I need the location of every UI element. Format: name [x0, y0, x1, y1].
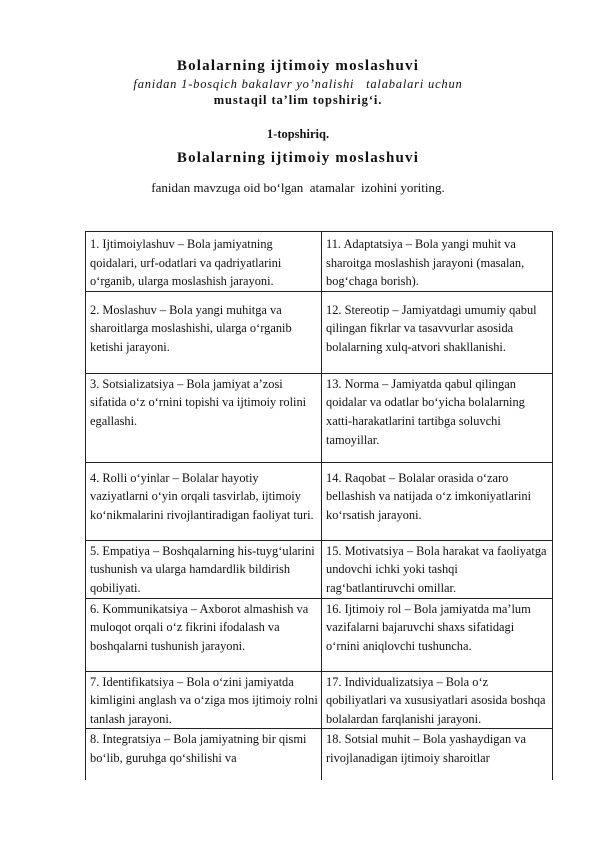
task-number: 1-topshiriq.	[266, 127, 330, 141]
table-row	[86, 598, 553, 671]
table-row	[86, 373, 553, 462]
term-cell: 8. Integratsiya – Bola jamiyatning bir qismi bo‘lib, guruhga qo‘shilishi va	[86, 729, 322, 781]
table-row	[86, 291, 553, 373]
term-cell: 1. Ijtimoiylashuv – Bola jamiyatning qoidalari, urf-odatlari va qadriyatlarini o‘rganib, ularga moslashish jarayoni.	[86, 232, 322, 292]
table-row	[86, 462, 553, 540]
term-cell: 16. Ijtimoiy rol – Bola jamiyatda ma’lum vazifalarni bajaruvchi shaxs sifatidagi o‘rnini aniqlovchi tushuncha.	[322, 598, 553, 671]
table-row	[86, 540, 553, 598]
term-cell: 5. Empatiya – Boshqalarning his-tuyg‘ularini tushunish va ularga hamdardlik bildirish qobiliyati.	[86, 540, 322, 598]
document-subtitle: fanidan 1-bosqich bakalavr yo’nalishi talabalari uchun	[133, 77, 463, 91]
term-cell: 13. Norma – Jamiyatda qabul qilingan qoidalar va odatlar bo‘yicha bolalarning xatti-harakatlarini tartibga soluvchi tamoyillar.	[322, 373, 553, 462]
terms-table	[85, 231, 553, 780]
document-title: Bolalarning ijtimoiy moslashuvi	[176, 58, 420, 74]
term-cell: 14. Raqobat – Bolalar orasida o‘zaro bellashish va natijada o‘z imkoniyatlarini ko‘rsatish jarayoni.	[322, 462, 553, 540]
term-cell: 3. Sotsializatsiya – Bola jamiyat a’zosi sifatida o‘z o‘rnini topishi va ijtimoiy rolini egallashi.	[86, 373, 322, 462]
term-cell: 7. Identifikatsiya – Bola o‘zini jamiyatda kimligini anglash va o‘ziga mos ijtimoiy rolni tanlash jarayoni.	[86, 671, 322, 729]
term-cell: 17. Individualizatsiya – Bola o‘z qobiliyatlari va xususiyatlari asosida boshqa bolalardan farqlanishi jarayoni.	[322, 671, 553, 729]
table-row	[86, 729, 553, 781]
document-subtitle-2: mustaqil ta’lim topshirig‘i.	[213, 93, 383, 107]
table-row	[86, 232, 553, 292]
term-cell: 2. Moslashuv – Bola yangi muhitga va sharoitlarga moslashishi, ularga o‘rganib ketishi jarayoni.	[86, 291, 322, 373]
term-cell: 6. Kommunikatsiya – Axborot almashish va muloqot orqali o‘z fikrini ifodalash va boshqalarni tushunish jarayoni.	[86, 598, 322, 671]
term-cell: 18. Sotsial muhit – Bola yashaydigan va rivojlanadigan ijtimoiy sharoitlar	[322, 729, 553, 781]
task-instruction: fanidan mavzuga oid bo‘lgan atamalar izohini yoriting.	[151, 180, 445, 195]
term-cell: 11. Adaptatsiya – Bola yangi muhit va sharoitga moslashish jarayoni (masalan, bog‘chaga borish).	[322, 232, 553, 292]
task-title: Bolalarning ijtimoiy moslashuvi	[176, 150, 420, 166]
table-row	[86, 671, 553, 729]
term-cell: 4. Rolli o‘yinlar – Bolalar hayotiy vaziyatlarni o‘yin orqali tasvirlab, ijtimoiy ko‘nikmalarini rivojlantiradigan faoliyat turi.	[86, 462, 322, 540]
term-cell: 15. Motivatsiya – Bola harakat va faoliyatga undovchi ichki yoki tashqi rag‘batlantiruvchi omillar.	[322, 540, 553, 598]
term-cell: 12. Stereotip – Jamiyatdagi umumiy qabul qilingan fikrlar va tasavvurlar asosida bolalarning xulq-atvori shakllanishi.	[322, 291, 553, 373]
